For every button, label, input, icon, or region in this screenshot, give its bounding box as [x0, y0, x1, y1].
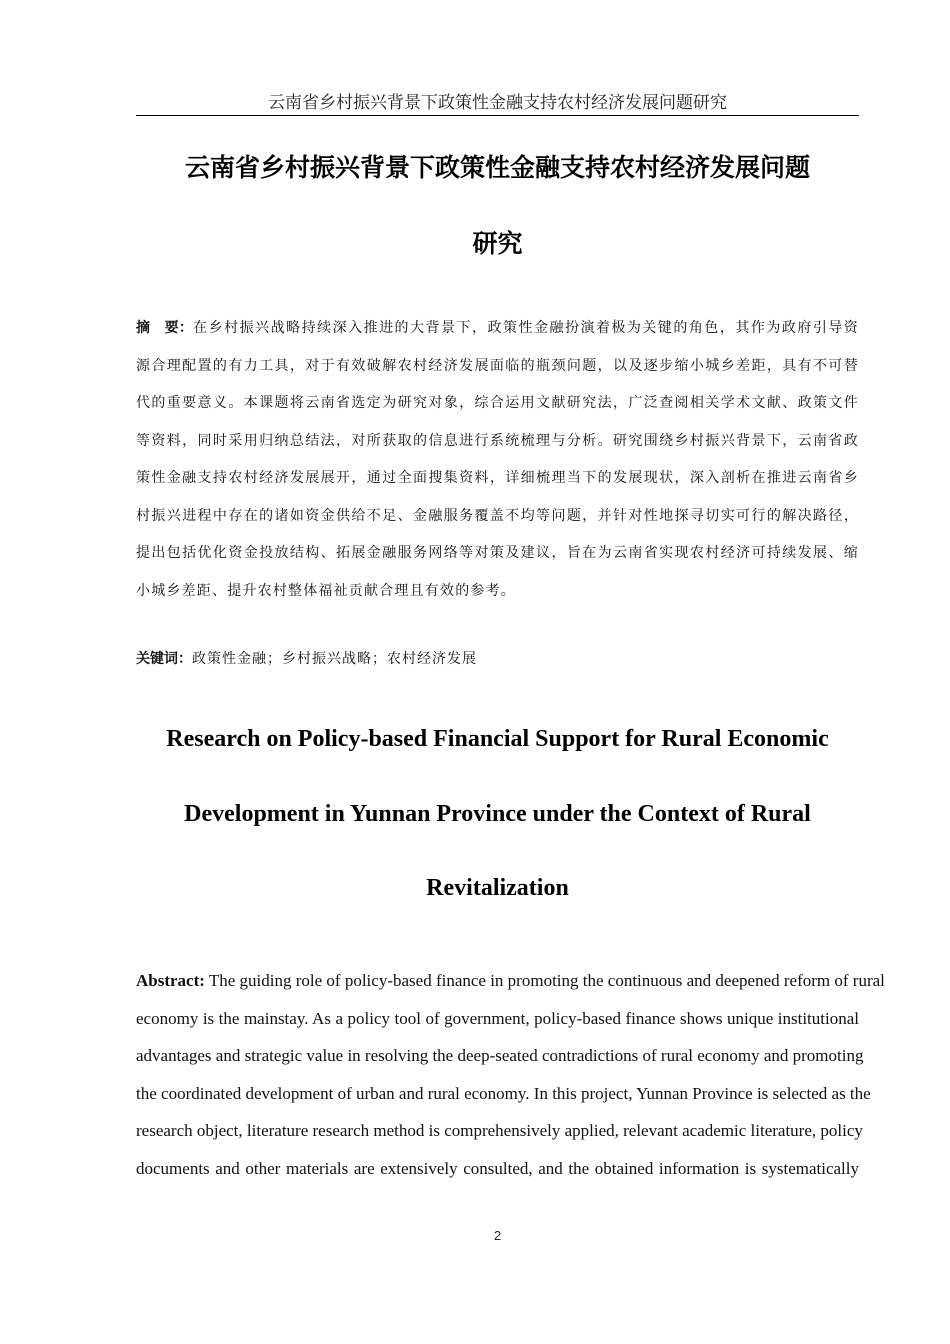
english-abstract-line	[136, 962, 885, 1000]
chinese-abstract	[136, 310, 859, 610]
english-abstract-text: The guiding role of policy-based finance in promoting the continuous and deepened reform of rural	[204, 971, 885, 990]
chinese-abstract-label: 摘 要：	[136, 320, 194, 336]
english-title-line-3: Revitalization	[426, 875, 569, 901]
chinese-abstract-text: 在乡村振兴战略持续深入推进的大背景下，政策性金融扮演着极为关键的角色，其作为政府引导资源合理配置的有力工具，对于有效破解农村经济发展面临的瓶颈问题，以及逐步缩小城乡差距，具有不可替代的重要意义。本课题将云南省选定为研究对象，综合运用文献研究法，广泛查阅相关学术文献、政策文件等资料，同时采用归纳总结法，对所获取的信息进行系统梳理与分析。研究围绕乡村振兴背景下，云南省政策性金融支持农村经济发展展开，通过全面搜集资料，详细梳理当下的发展现状，深入剖析在推进云南省乡村振兴进程中存在的诸如资金供给不足、金融服务覆盖不均等问题，并针对性地探寻切实可行的解决路径，提出包括优化资金投放结构、拓展金融服务网络等对策及建议，旨在为云南省实现农村经济可持续发展、缩小城乡差距、提升农村整体福祉贡献合理且有效的参考。	[136, 320, 859, 599]
chinese-keywords	[136, 647, 859, 671]
chinese-title-line-2: 研究	[472, 229, 523, 258]
english-title-line-2: Development in Yunnan Province under the Context of Rural	[184, 801, 811, 827]
english-abstract-label: Abstract:	[136, 971, 205, 990]
english-abstract-line: advantages and strategic value in resolving the deep-seated contradictions of rural economy and promoting	[136, 1046, 864, 1065]
english-abstract-line: research object, literature research method is comprehensively applied, relevant academic literature, policy	[136, 1121, 863, 1140]
english-title-line-1: Research on Policy-based Financial Support for Rural Economic	[166, 726, 829, 752]
chinese-title-line-1: 云南省乡村振兴背景下政策性金融支持农村经济发展问题	[184, 153, 810, 182]
english-abstract-line: the coordinated development of urban and rural economy. In this project, Yunnan Province is selected as the	[136, 1083, 871, 1103]
running-header: 云南省乡村振兴背景下政策性金融支持农村经济发展问题研究	[136, 92, 859, 116]
chinese-keywords-text: 政策性金融；乡村振兴战略；农村经济发展	[192, 651, 477, 667]
english-abstract-line: documents and other materials are extensively consulted, and the obtained information is systematically	[136, 1158, 859, 1178]
chinese-keywords-label: 关键词：	[136, 651, 192, 667]
page-number: 2	[493, 1228, 502, 1243]
english-abstract-line: economy is the mainstay. As a policy tool of government, policy-based finance shows unique institutional	[136, 1008, 859, 1028]
english-abstract	[136, 962, 885, 1187]
